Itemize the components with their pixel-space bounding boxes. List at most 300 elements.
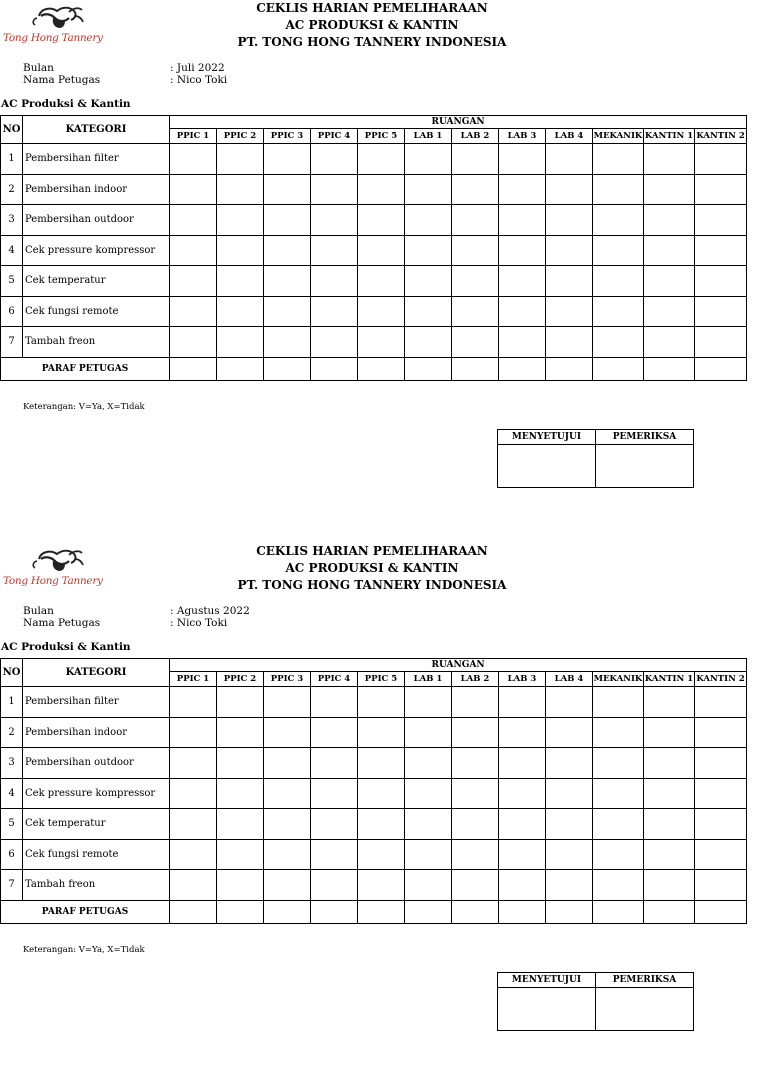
pemeriksa-header: PEMERIKSA bbox=[596, 430, 694, 445]
paraf-cell[interactable] bbox=[593, 357, 644, 380]
check-cell[interactable] bbox=[546, 809, 593, 840]
check-cell[interactable] bbox=[170, 839, 217, 870]
check-cell[interactable] bbox=[546, 839, 593, 870]
check-cell[interactable] bbox=[593, 205, 644, 236]
check-cell[interactable] bbox=[358, 235, 405, 266]
room-header: KANTIN 1 bbox=[644, 129, 695, 144]
check-cell[interactable] bbox=[405, 778, 452, 809]
row-number: 1 bbox=[1, 687, 23, 718]
check-cell[interactable] bbox=[695, 839, 747, 870]
petugas-value: : Nico Toki bbox=[170, 617, 228, 629]
signature-table bbox=[497, 429, 694, 488]
check-cell[interactable] bbox=[644, 870, 695, 901]
check-cell[interactable] bbox=[264, 296, 311, 327]
row-kategori: Cek fungsi remote bbox=[23, 839, 170, 870]
check-cell[interactable] bbox=[593, 870, 644, 901]
room-header: LAB 1 bbox=[405, 672, 452, 687]
check-cell[interactable] bbox=[499, 174, 546, 205]
check-cell[interactable] bbox=[311, 809, 358, 840]
check-cell[interactable] bbox=[217, 748, 264, 779]
check-cell[interactable] bbox=[264, 687, 311, 718]
check-cell[interactable] bbox=[311, 174, 358, 205]
check-cell[interactable] bbox=[593, 144, 644, 175]
row-kategori: Pembersihan outdoor bbox=[23, 205, 170, 236]
room-header: PPIC 1 bbox=[170, 672, 217, 687]
pemeriksa-signature-cell[interactable] bbox=[596, 988, 694, 1031]
check-cell[interactable] bbox=[452, 870, 499, 901]
check-cell[interactable] bbox=[695, 748, 747, 779]
check-cell[interactable] bbox=[644, 296, 695, 327]
check-cell[interactable] bbox=[311, 717, 358, 748]
header-no: NO bbox=[1, 659, 23, 687]
room-header: LAB 4 bbox=[546, 129, 593, 144]
check-cell[interactable] bbox=[311, 235, 358, 266]
check-cell[interactable] bbox=[499, 296, 546, 327]
check-cell[interactable] bbox=[358, 266, 405, 297]
room-header: KANTIN 2 bbox=[695, 672, 747, 687]
checklist-row bbox=[1, 870, 747, 901]
room-header: PPIC 1 bbox=[170, 129, 217, 144]
paraf-cell[interactable] bbox=[311, 900, 358, 923]
paraf-row bbox=[1, 900, 747, 923]
row-kategori: Pembersihan outdoor bbox=[23, 748, 170, 779]
check-cell[interactable] bbox=[405, 809, 452, 840]
row-number: 4 bbox=[1, 235, 23, 266]
room-header: PPIC 2 bbox=[217, 672, 264, 687]
paraf-cell[interactable] bbox=[217, 357, 264, 380]
row-number: 3 bbox=[1, 205, 23, 236]
row-number: 1 bbox=[1, 144, 23, 175]
check-cell[interactable] bbox=[170, 717, 217, 748]
paraf-cell[interactable] bbox=[452, 900, 499, 923]
row-kategori: Tambah freon bbox=[23, 870, 170, 901]
check-cell[interactable] bbox=[695, 205, 747, 236]
title-line-3: PT. TONG HONG TANNERY INDONESIA bbox=[237, 578, 507, 592]
check-cell[interactable] bbox=[170, 870, 217, 901]
check-cell[interactable] bbox=[546, 235, 593, 266]
check-cell[interactable] bbox=[546, 778, 593, 809]
checklist-row bbox=[1, 144, 747, 175]
checklist-row bbox=[1, 748, 747, 779]
check-cell[interactable] bbox=[170, 809, 217, 840]
paraf-cell[interactable] bbox=[499, 357, 546, 380]
room-header: MEKANIK bbox=[593, 129, 644, 144]
checklist-row bbox=[1, 235, 747, 266]
row-number: 5 bbox=[1, 266, 23, 297]
paraf-cell[interactable] bbox=[405, 900, 452, 923]
check-cell[interactable] bbox=[644, 687, 695, 718]
header-no: NO bbox=[1, 116, 23, 144]
room-header: LAB 3 bbox=[499, 129, 546, 144]
check-cell[interactable] bbox=[546, 717, 593, 748]
check-cell[interactable] bbox=[405, 327, 452, 358]
paraf-cell[interactable] bbox=[593, 900, 644, 923]
row-kategori: Cek temperatur bbox=[23, 266, 170, 297]
check-cell[interactable] bbox=[217, 778, 264, 809]
room-header: KANTIN 2 bbox=[695, 129, 747, 144]
room-header: MEKANIK bbox=[593, 672, 644, 687]
check-cell[interactable] bbox=[217, 809, 264, 840]
check-cell[interactable] bbox=[593, 809, 644, 840]
check-cell[interactable] bbox=[170, 296, 217, 327]
bull-logo-icon bbox=[3, 547, 103, 577]
checklist-row bbox=[1, 717, 747, 748]
paraf-cell[interactable] bbox=[311, 357, 358, 380]
header-ruangan: RUANGAN bbox=[170, 659, 747, 672]
check-cell[interactable] bbox=[311, 748, 358, 779]
check-cell[interactable] bbox=[695, 144, 747, 175]
check-cell[interactable] bbox=[264, 748, 311, 779]
room-header: PPIC 4 bbox=[311, 672, 358, 687]
logo-wordmark: Tong Hong Tannery bbox=[3, 575, 103, 587]
check-cell[interactable] bbox=[217, 205, 264, 236]
section-title: AC Produksi & Kantin bbox=[1, 98, 131, 110]
row-kategori: Cek pressure kompressor bbox=[23, 235, 170, 266]
check-cell[interactable] bbox=[264, 839, 311, 870]
checklist-table bbox=[0, 658, 747, 924]
check-cell[interactable] bbox=[405, 296, 452, 327]
check-cell[interactable] bbox=[311, 266, 358, 297]
check-cell[interactable] bbox=[452, 687, 499, 718]
document-title bbox=[200, 0, 544, 51]
paraf-cell[interactable] bbox=[695, 357, 747, 380]
row-kategori: Pembersihan indoor bbox=[23, 717, 170, 748]
pemeriksa-header: PEMERIKSA bbox=[596, 973, 694, 988]
check-cell[interactable] bbox=[593, 778, 644, 809]
company-logo bbox=[3, 4, 103, 46]
check-cell[interactable] bbox=[311, 205, 358, 236]
check-cell[interactable] bbox=[644, 235, 695, 266]
check-cell[interactable] bbox=[311, 778, 358, 809]
paraf-cell[interactable] bbox=[358, 357, 405, 380]
menyetujui-signature-cell[interactable] bbox=[498, 988, 596, 1031]
check-cell[interactable] bbox=[452, 778, 499, 809]
menyetujui-signature-cell[interactable] bbox=[498, 445, 596, 488]
paraf-cell[interactable] bbox=[264, 357, 311, 380]
check-cell[interactable] bbox=[405, 205, 452, 236]
check-cell[interactable] bbox=[452, 748, 499, 779]
check-cell[interactable] bbox=[499, 839, 546, 870]
check-cell[interactable] bbox=[644, 839, 695, 870]
room-header: LAB 4 bbox=[546, 672, 593, 687]
check-cell[interactable] bbox=[499, 266, 546, 297]
paraf-cell[interactable] bbox=[170, 900, 217, 923]
check-cell[interactable] bbox=[644, 809, 695, 840]
keterangan-note: Keterangan: V=Ya, X=Tidak bbox=[23, 945, 145, 955]
check-cell[interactable] bbox=[546, 687, 593, 718]
check-cell[interactable] bbox=[546, 266, 593, 297]
room-header: PPIC 2 bbox=[217, 129, 264, 144]
check-cell[interactable] bbox=[170, 748, 217, 779]
room-header: PPIC 3 bbox=[264, 129, 311, 144]
check-cell[interactable] bbox=[499, 327, 546, 358]
check-cell[interactable] bbox=[217, 717, 264, 748]
row-number: 6 bbox=[1, 839, 23, 870]
document-title bbox=[200, 543, 544, 594]
check-cell[interactable] bbox=[405, 144, 452, 175]
check-cell[interactable] bbox=[499, 748, 546, 779]
bulan-label: Bulan bbox=[23, 605, 54, 617]
check-cell[interactable] bbox=[405, 235, 452, 266]
check-cell[interactable] bbox=[170, 266, 217, 297]
check-cell[interactable] bbox=[644, 327, 695, 358]
check-cell[interactable] bbox=[452, 839, 499, 870]
bulan-label: Bulan bbox=[23, 62, 54, 74]
check-cell[interactable] bbox=[170, 174, 217, 205]
check-cell[interactable] bbox=[644, 144, 695, 175]
row-number: 7 bbox=[1, 327, 23, 358]
check-cell[interactable] bbox=[695, 174, 747, 205]
check-cell[interactable] bbox=[358, 717, 405, 748]
check-cell[interactable] bbox=[452, 296, 499, 327]
check-cell[interactable] bbox=[452, 144, 499, 175]
check-cell[interactable] bbox=[593, 687, 644, 718]
row-kategori: Pembersihan indoor bbox=[23, 174, 170, 205]
check-cell[interactable] bbox=[499, 717, 546, 748]
check-cell[interactable] bbox=[499, 144, 546, 175]
check-cell[interactable] bbox=[546, 144, 593, 175]
paraf-cell[interactable] bbox=[546, 900, 593, 923]
check-cell[interactable] bbox=[499, 870, 546, 901]
bulan-value: : Agustus 2022 bbox=[170, 605, 250, 617]
row-number: 5 bbox=[1, 809, 23, 840]
check-cell[interactable] bbox=[644, 174, 695, 205]
check-cell[interactable] bbox=[311, 296, 358, 327]
check-cell[interactable] bbox=[452, 809, 499, 840]
paraf-cell[interactable] bbox=[644, 357, 695, 380]
check-cell[interactable] bbox=[405, 870, 452, 901]
check-cell[interactable] bbox=[593, 174, 644, 205]
menyetujui-header: MENYETUJUI bbox=[498, 430, 596, 445]
check-cell[interactable] bbox=[644, 205, 695, 236]
paraf-cell[interactable] bbox=[695, 900, 747, 923]
check-cell[interactable] bbox=[311, 144, 358, 175]
row-number: 2 bbox=[1, 717, 23, 748]
check-cell[interactable] bbox=[695, 870, 747, 901]
room-header: PPIC 4 bbox=[311, 129, 358, 144]
row-kategori: Tambah freon bbox=[23, 327, 170, 358]
checklist-row bbox=[1, 296, 747, 327]
paraf-row bbox=[1, 357, 747, 380]
sheet-meta bbox=[23, 605, 250, 629]
check-cell[interactable] bbox=[217, 144, 264, 175]
check-cell[interactable] bbox=[170, 235, 217, 266]
check-cell[interactable] bbox=[644, 266, 695, 297]
check-cell[interactable] bbox=[170, 327, 217, 358]
check-cell[interactable] bbox=[546, 174, 593, 205]
row-number: 2 bbox=[1, 174, 23, 205]
check-cell[interactable] bbox=[546, 748, 593, 779]
check-cell[interactable] bbox=[452, 174, 499, 205]
check-cell[interactable] bbox=[264, 717, 311, 748]
check-cell[interactable] bbox=[499, 235, 546, 266]
check-cell[interactable] bbox=[452, 205, 499, 236]
check-cell[interactable] bbox=[170, 778, 217, 809]
check-cell[interactable] bbox=[546, 870, 593, 901]
check-cell[interactable] bbox=[358, 205, 405, 236]
row-number: 7 bbox=[1, 870, 23, 901]
check-cell[interactable] bbox=[217, 839, 264, 870]
checklist-sheet bbox=[0, 543, 768, 1086]
check-cell[interactable] bbox=[358, 809, 405, 840]
check-cell[interactable] bbox=[593, 839, 644, 870]
check-cell[interactable] bbox=[358, 296, 405, 327]
check-cell[interactable] bbox=[217, 296, 264, 327]
room-header: PPIC 5 bbox=[358, 129, 405, 144]
check-cell[interactable] bbox=[217, 327, 264, 358]
check-cell[interactable] bbox=[264, 809, 311, 840]
paraf-cell[interactable] bbox=[264, 900, 311, 923]
check-cell[interactable] bbox=[217, 235, 264, 266]
check-cell[interactable] bbox=[170, 144, 217, 175]
check-cell[interactable] bbox=[311, 687, 358, 718]
checklist-row bbox=[1, 809, 747, 840]
check-cell[interactable] bbox=[593, 296, 644, 327]
paraf-cell[interactable] bbox=[546, 357, 593, 380]
check-cell[interactable] bbox=[311, 870, 358, 901]
row-kategori: Pembersihan filter bbox=[23, 687, 170, 718]
check-cell[interactable] bbox=[452, 327, 499, 358]
check-cell[interactable] bbox=[358, 174, 405, 205]
paraf-cell[interactable] bbox=[170, 357, 217, 380]
check-cell[interactable] bbox=[358, 778, 405, 809]
checklist-row bbox=[1, 327, 747, 358]
room-header: PPIC 5 bbox=[358, 672, 405, 687]
check-cell[interactable] bbox=[644, 748, 695, 779]
check-cell[interactable] bbox=[695, 266, 747, 297]
paraf-cell[interactable] bbox=[217, 900, 264, 923]
check-cell[interactable] bbox=[358, 327, 405, 358]
check-cell[interactable] bbox=[695, 327, 747, 358]
paraf-cell[interactable] bbox=[358, 900, 405, 923]
paraf-label: PARAF PETUGAS bbox=[1, 357, 170, 380]
header-kategori: KATEGORI bbox=[23, 116, 170, 144]
room-header: LAB 3 bbox=[499, 672, 546, 687]
check-cell[interactable] bbox=[358, 870, 405, 901]
check-cell[interactable] bbox=[170, 205, 217, 236]
check-cell[interactable] bbox=[499, 809, 546, 840]
checklist-row bbox=[1, 687, 747, 718]
row-kategori: Cek temperatur bbox=[23, 809, 170, 840]
check-cell[interactable] bbox=[695, 687, 747, 718]
check-cell[interactable] bbox=[499, 778, 546, 809]
check-cell[interactable] bbox=[217, 687, 264, 718]
check-cell[interactable] bbox=[593, 717, 644, 748]
row-kategori: Pembersihan filter bbox=[23, 144, 170, 175]
check-cell[interactable] bbox=[264, 174, 311, 205]
title-line-1: CEKLIS HARIAN PEMELIHARAAN bbox=[256, 1, 488, 15]
check-cell[interactable] bbox=[499, 687, 546, 718]
header-ruangan: RUANGAN bbox=[170, 116, 747, 129]
paraf-cell[interactable] bbox=[644, 900, 695, 923]
check-cell[interactable] bbox=[546, 205, 593, 236]
check-cell[interactable] bbox=[217, 174, 264, 205]
check-cell[interactable] bbox=[170, 687, 217, 718]
check-cell[interactable] bbox=[593, 235, 644, 266]
row-number: 3 bbox=[1, 748, 23, 779]
title-line-2: AC PRODUKSI & KANTIN bbox=[285, 561, 459, 575]
check-cell[interactable] bbox=[405, 748, 452, 779]
check-cell[interactable] bbox=[264, 266, 311, 297]
checklist-row bbox=[1, 266, 747, 297]
check-cell[interactable] bbox=[452, 717, 499, 748]
check-cell[interactable] bbox=[264, 144, 311, 175]
check-cell[interactable] bbox=[593, 266, 644, 297]
check-cell[interactable] bbox=[405, 266, 452, 297]
row-kategori: Cek pressure kompressor bbox=[23, 778, 170, 809]
check-cell[interactable] bbox=[452, 266, 499, 297]
paraf-cell[interactable] bbox=[499, 900, 546, 923]
check-cell[interactable] bbox=[546, 296, 593, 327]
check-cell[interactable] bbox=[264, 778, 311, 809]
title-line-2: AC PRODUKSI & KANTIN bbox=[285, 18, 459, 32]
check-cell[interactable] bbox=[358, 144, 405, 175]
check-cell[interactable] bbox=[264, 235, 311, 266]
room-header: PPIC 3 bbox=[264, 672, 311, 687]
bull-logo-icon bbox=[3, 4, 103, 34]
check-cell[interactable] bbox=[264, 205, 311, 236]
checklist-table bbox=[0, 115, 747, 381]
check-cell[interactable] bbox=[405, 717, 452, 748]
paraf-cell[interactable] bbox=[405, 357, 452, 380]
check-cell[interactable] bbox=[217, 266, 264, 297]
check-cell[interactable] bbox=[499, 205, 546, 236]
check-cell[interactable] bbox=[695, 296, 747, 327]
sheet-meta bbox=[23, 62, 227, 86]
check-cell[interactable] bbox=[264, 870, 311, 901]
check-cell[interactable] bbox=[546, 327, 593, 358]
petugas-label: Nama Petugas bbox=[23, 74, 101, 86]
room-header: KANTIN 1 bbox=[644, 672, 695, 687]
bulan-value: : Juli 2022 bbox=[170, 62, 225, 74]
check-cell[interactable] bbox=[695, 809, 747, 840]
check-cell[interactable] bbox=[264, 327, 311, 358]
checklist-row bbox=[1, 174, 747, 205]
check-cell[interactable] bbox=[358, 839, 405, 870]
pemeriksa-signature-cell[interactable] bbox=[596, 445, 694, 488]
paraf-cell[interactable] bbox=[452, 357, 499, 380]
check-cell[interactable] bbox=[593, 748, 644, 779]
paraf-label: PARAF PETUGAS bbox=[1, 900, 170, 923]
check-cell[interactable] bbox=[644, 717, 695, 748]
room-header: LAB 1 bbox=[405, 129, 452, 144]
check-cell[interactable] bbox=[695, 778, 747, 809]
check-cell[interactable] bbox=[217, 870, 264, 901]
check-cell[interactable] bbox=[405, 839, 452, 870]
check-cell[interactable] bbox=[358, 687, 405, 718]
row-kategori: Cek fungsi remote bbox=[23, 296, 170, 327]
check-cell[interactable] bbox=[311, 327, 358, 358]
check-cell[interactable] bbox=[695, 717, 747, 748]
check-cell[interactable] bbox=[311, 839, 358, 870]
check-cell[interactable] bbox=[644, 778, 695, 809]
title-line-1: CEKLIS HARIAN PEMELIHARAAN bbox=[256, 544, 488, 558]
company-logo bbox=[3, 547, 103, 589]
logo-wordmark: Tong Hong Tannery bbox=[3, 32, 103, 44]
check-cell[interactable] bbox=[405, 687, 452, 718]
petugas-label: Nama Petugas bbox=[23, 617, 101, 629]
check-cell[interactable] bbox=[452, 235, 499, 266]
check-cell[interactable] bbox=[358, 748, 405, 779]
check-cell[interactable] bbox=[593, 327, 644, 358]
row-number: 6 bbox=[1, 296, 23, 327]
check-cell[interactable] bbox=[405, 174, 452, 205]
check-cell[interactable] bbox=[695, 235, 747, 266]
header-kategori: KATEGORI bbox=[23, 659, 170, 687]
petugas-value: : Nico Toki bbox=[170, 74, 228, 86]
checklist-row bbox=[1, 839, 747, 870]
checklist-row bbox=[1, 778, 747, 809]
